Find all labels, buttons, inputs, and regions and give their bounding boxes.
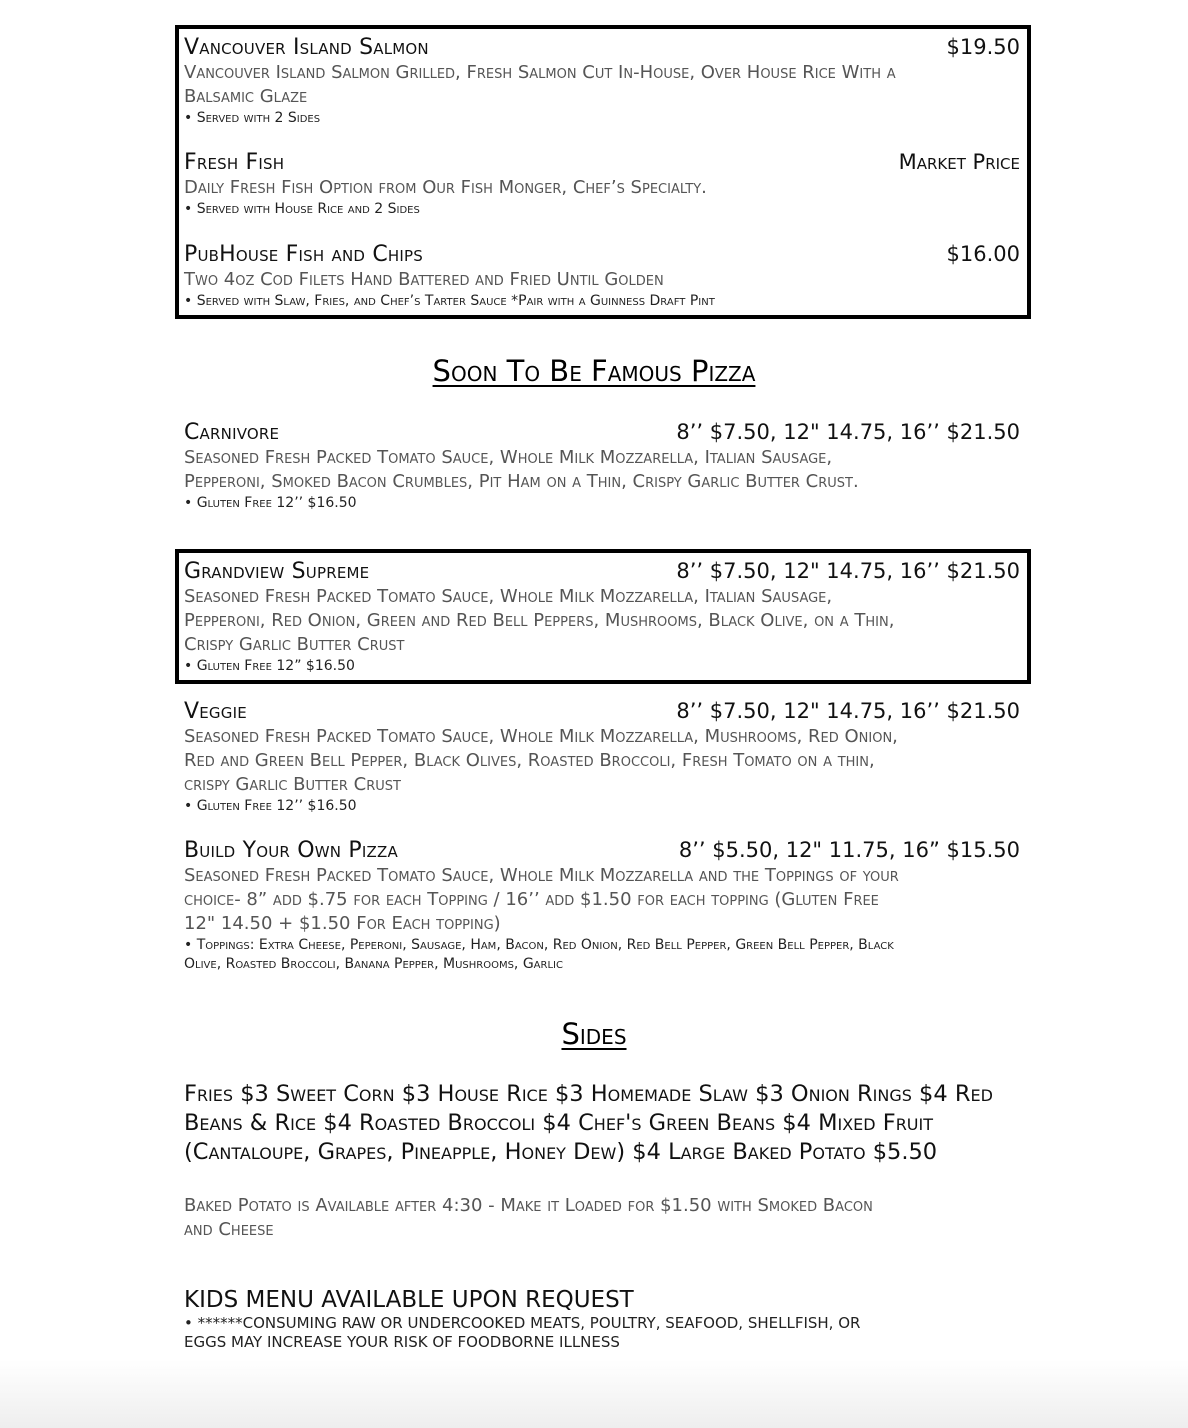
item-note: • Served with Slaw, Fries, and Chef’s Tarter Sauce *Pair with a Guinness Draft Pint bbox=[184, 293, 715, 309]
menu-item-fresh-fish bbox=[184, 149, 1020, 219]
item-description: Daily Fresh Fish Option from Our Fish Monger, Chef’s Specialty. bbox=[184, 177, 707, 198]
sides-list: Fries $3 Sweet Corn $3 House Rice $3 Homemade Slaw $3 Onion Rings $4 Red Beans & Rice $4 Roasted Broccoli $4 Chef's Green Beans $4 Mixed Fruit (Cantaloupe, Grapes, Pineapple, Honey Dew) $4 Large Baked Potato $5.50 bbox=[184, 1081, 993, 1165]
item-name: Vancouver Island Salmon bbox=[184, 35, 429, 60]
item-note: • Gluten Free 12” $16.50 bbox=[184, 658, 355, 674]
item-note: • Gluten Free 12’’ $16.50 bbox=[184, 798, 357, 814]
item-name: Grandview Supreme bbox=[184, 559, 370, 584]
item-description: Vancouver Island Salmon Grilled, Fresh Salmon Cut In-House, Over House Rice With a Balsamic Glaze bbox=[184, 62, 896, 107]
item-name: PubHouse Fish and Chips bbox=[184, 242, 423, 267]
item-description: Two 4oz Cod Filets Hand Battered and Fried Until Golden bbox=[184, 269, 664, 290]
item-name: Carnivore bbox=[184, 420, 280, 445]
food-safety-warning: • ******CONSUMING RAW OR UNDERCOOKED MEATS, POULTRY, SEAFOOD, SHELLFISH, OR EGGS MAY INCREASE YOUR RISK OF FOODBORNE ILLNESS bbox=[184, 1314, 861, 1351]
item-description: Seasoned Fresh Packed Tomato Sauce, Whole Milk Mozzarella, Italian Sausage, Pepperoni, Red Onion, Green and Red Bell Peppers, Mushrooms, Black Olive, on a Thin, Crispy Garlic Butter Crust bbox=[184, 586, 895, 655]
item-name: Build Your Own Pizza bbox=[184, 838, 398, 863]
menu-item-veggie bbox=[184, 698, 1020, 816]
pizza-section-title: Soon To Be Famous Pizza bbox=[432, 354, 756, 388]
item-price: 8’’ $5.50, 12" 11.75, 16” $15.50 bbox=[678, 838, 1020, 862]
item-note: • Served with 2 Sides bbox=[184, 110, 321, 126]
item-name: Veggie bbox=[184, 699, 247, 724]
menu-item-grandview-supreme bbox=[184, 558, 1020, 676]
item-note: • Served with House Rice and 2 Sides bbox=[184, 201, 420, 217]
item-description: Seasoned Fresh Packed Tomato Sauce, Whole Milk Mozzarella, Italian Sausage, Pepperoni, Smoked Bacon Crumbles, Pit Ham on a Thin, Crispy Garlic Butter Crust. bbox=[184, 447, 859, 492]
item-price: $16.00 bbox=[946, 242, 1020, 266]
item-price: 8’’ $7.50, 12" 14.75, 16’’ $21.50 bbox=[676, 559, 1020, 583]
item-note: • Gluten Free 12’’ $16.50 bbox=[184, 495, 357, 511]
menu-item-fish-and-chips bbox=[184, 241, 1020, 311]
menu-item-carnivore bbox=[184, 419, 1020, 513]
item-price: $19.50 bbox=[946, 35, 1020, 59]
item-name: Fresh Fish bbox=[184, 150, 285, 175]
item-price: Market Price bbox=[898, 150, 1020, 174]
item-price: 8’’ $7.50, 12" 14.75, 16’’ $21.50 bbox=[676, 699, 1020, 723]
sides-note: Baked Potato is Available after 4:30 - Make it Loaded for $1.50 with Smoked Bacon and Cheese bbox=[184, 1195, 873, 1240]
item-price: 8’’ $7.50, 12" 14.75, 16’’ $21.50 bbox=[676, 420, 1020, 444]
kids-menu-notice: KIDS MENU AVAILABLE UPON REQUEST bbox=[184, 1287, 634, 1313]
item-description: Seasoned Fresh Packed Tomato Sauce, Whole Milk Mozzarella and the Toppings of your choice- 8” add $.75 for each Topping / 16’’ add $1.50 for each topping (Gluten Free 12" 14.50 + $1.50 For Each topping) bbox=[184, 865, 899, 934]
menu-item-build-your-own bbox=[184, 837, 1020, 974]
menu-item-salmon bbox=[184, 34, 1020, 128]
item-description: Seasoned Fresh Packed Tomato Sauce, Whole Milk Mozzarella, Mushrooms, Red Onion, Red and Green Bell Pepper, Black Olives, Roasted Broccoli, Fresh Tomato on a thin, crispy Garlic Butter Crust bbox=[184, 726, 898, 795]
sides-section-title: Sides bbox=[561, 1017, 627, 1051]
item-note: • Toppings: Extra Cheese, Peperoni, Sausage, Ham, Bacon, Red Onion, Red Bell Pepper, Green Bell Pepper, Black Olive, Roasted Broccoli, Banana Pepper, Mushrooms, Garlic bbox=[184, 937, 894, 972]
